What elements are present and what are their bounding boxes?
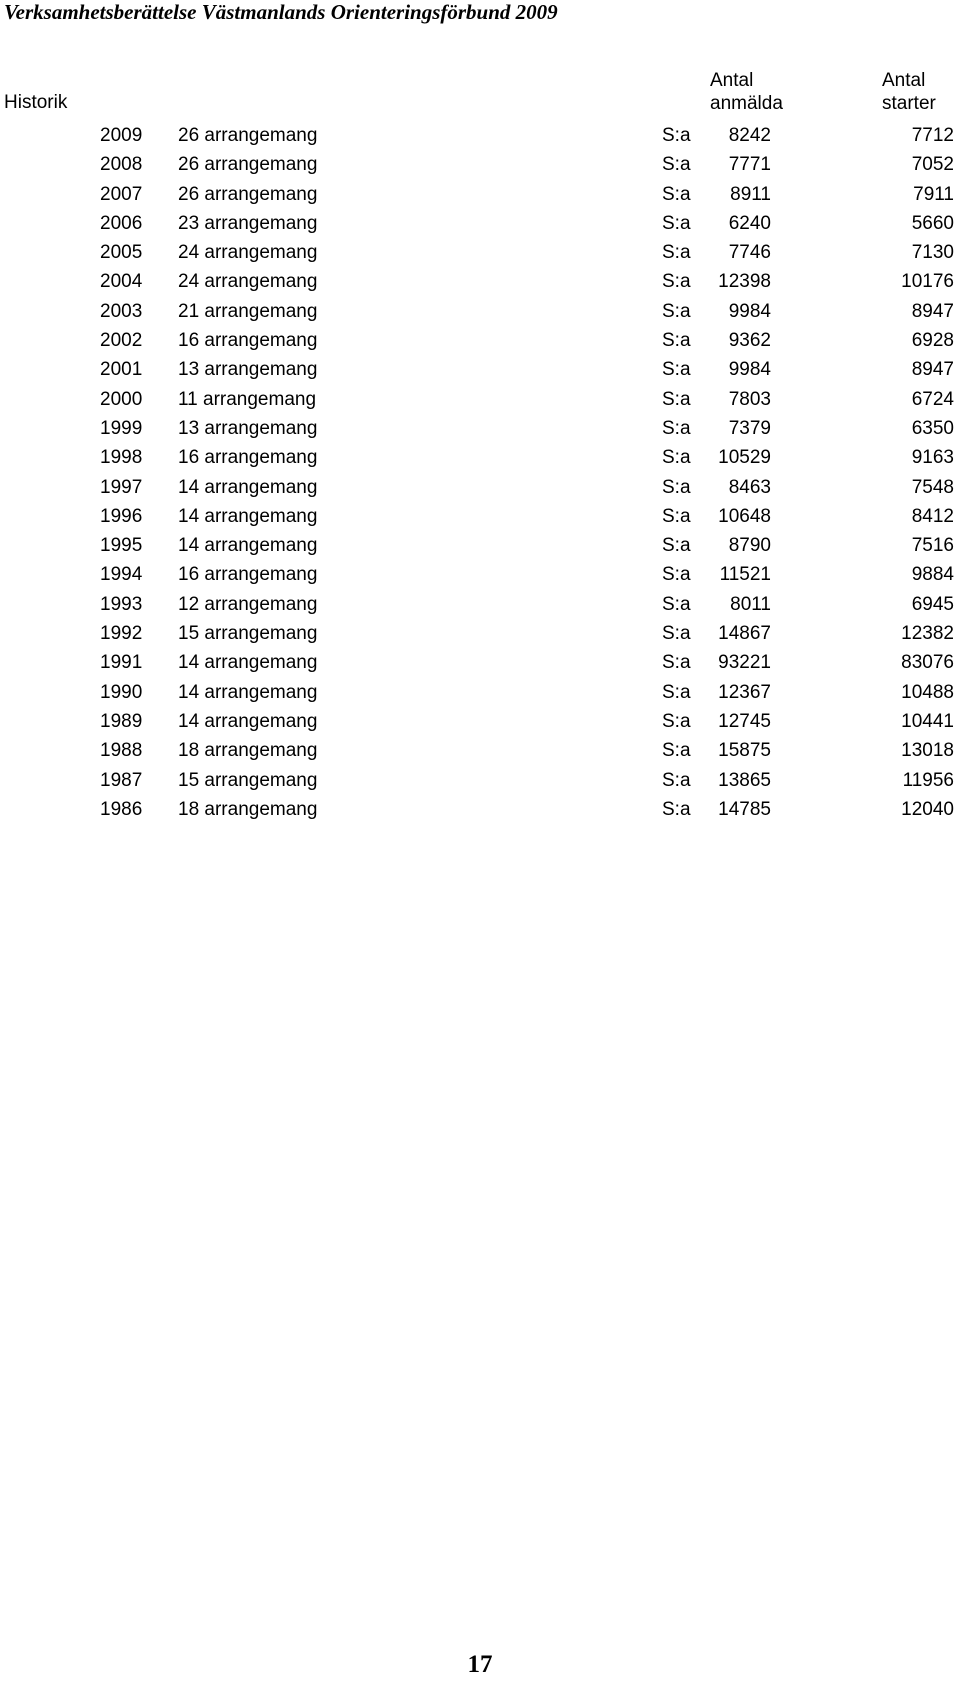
year-cell: 1991 [100,652,143,674]
starter-cell: 6350 [911,417,954,439]
column-header-anmalda-line2: anmälda [710,93,783,114]
events-cell: 14 arrangemang [178,476,318,498]
anmalda-cell: 7771 [728,154,771,176]
column-header-starter [882,69,960,115]
starter-cell: 7130 [911,242,954,264]
table-row [0,619,960,648]
table-row [0,560,960,589]
table-row [0,297,960,326]
starter-cell: 8947 [911,300,954,322]
table-row [0,209,960,238]
year-cell: 2004 [100,271,143,293]
column-header-anmalda-line1: Antal [710,70,754,91]
anmalda-cell: 7746 [728,242,771,264]
anmalda-cell: 12367 [718,681,771,703]
sum-label-cell: S:a [662,417,691,439]
column-header-starter-line1: Antal [882,70,926,91]
table-row [0,795,960,824]
events-cell: 13 arrangemang [178,417,318,439]
starter-cell: 6724 [911,388,954,410]
year-cell: 1990 [100,681,143,703]
sum-label-cell: S:a [662,710,691,732]
sum-label-cell: S:a [662,154,691,176]
table-row [0,385,960,414]
sum-label-cell: S:a [662,359,691,381]
year-cell: 2002 [100,330,143,352]
anmalda-cell: 8011 [730,593,771,615]
events-cell: 11 arrangemang [178,388,317,410]
anmalda-cell: 9984 [728,359,771,381]
table-row [0,443,960,472]
table-row [0,414,960,443]
events-cell: 16 arrangemang [178,330,318,352]
year-cell: 2001 [100,359,143,381]
events-cell: 16 arrangemang [178,564,318,586]
sum-label-cell: S:a [662,212,691,234]
events-cell: 24 arrangemang [178,242,318,264]
starter-cell: 7516 [911,535,954,557]
starter-cell: 9884 [911,564,954,586]
events-cell: 15 arrangemang [178,769,318,791]
sum-label-cell: S:a [662,242,691,264]
starter-cell: 12040 [901,798,954,820]
column-header-anmalda [710,69,810,115]
anmalda-cell: 8790 [728,535,771,557]
events-cell: 24 arrangemang [178,271,318,293]
starter-cell: 7911 [913,183,954,205]
anmalda-cell: 14867 [718,623,771,645]
year-cell: 1988 [100,740,143,762]
starter-cell: 13018 [901,740,954,762]
events-cell: 12 arrangemang [178,593,318,615]
anmalda-cell: 10648 [718,505,771,527]
starter-cell: 10176 [901,271,954,293]
events-cell: 16 arrangemang [178,447,318,469]
anmalda-cell: 10529 [718,447,771,469]
document-title: Verksamhetsberättelse Västmanlands Orienteringsförbund 2009 [4,0,558,24]
anmalda-cell: 14785 [718,798,771,820]
table-row [0,267,960,296]
table-row [0,707,960,736]
anmalda-cell: 11521 [719,564,771,586]
events-cell: 14 arrangemang [178,681,318,703]
events-cell: 26 arrangemang [178,183,318,205]
table-row [0,326,960,355]
table-row [0,180,960,209]
table-row [0,473,960,502]
events-cell: 13 arrangemang [178,359,318,381]
table-row [0,150,960,179]
sum-label-cell: S:a [662,476,691,498]
sum-label-cell: S:a [662,505,691,527]
anmalda-cell: 93221 [718,652,771,674]
starter-cell: 6928 [911,330,954,352]
year-cell: 1986 [100,798,143,820]
table-row [0,355,960,384]
events-cell: 26 arrangemang [178,154,318,176]
sum-label-cell: S:a [662,183,691,205]
anmalda-cell: 7803 [728,388,771,410]
anmalda-cell: 13865 [718,769,771,791]
year-cell: 2003 [100,300,143,322]
starter-cell: 6945 [911,593,954,615]
column-header-starter-line2: starter [882,93,936,114]
anmalda-cell: 15875 [718,740,771,762]
events-cell: 21 arrangemang [178,300,318,322]
starter-cell: 83076 [901,652,954,674]
anmalda-cell: 12398 [718,271,771,293]
events-cell: 18 arrangemang [178,740,318,762]
events-cell: 14 arrangemang [178,710,318,732]
sum-label-cell: S:a [662,564,691,586]
anmalda-cell: 7379 [728,417,771,439]
anmalda-cell: 8911 [730,183,771,205]
table-row [0,648,960,677]
starter-cell: 8947 [911,359,954,381]
starter-cell: 10488 [901,681,954,703]
sum-label-cell: S:a [662,271,691,293]
sum-label-cell: S:a [662,535,691,557]
year-cell: 1992 [100,623,143,645]
year-cell: 1987 [100,769,143,791]
year-cell: 2005 [100,242,143,264]
year-cell: 2000 [100,388,143,410]
year-cell: 2006 [100,212,143,234]
starter-cell: 10441 [901,710,954,732]
year-cell: 1998 [100,447,143,469]
year-cell: 1989 [100,710,143,732]
year-cell: 1996 [100,505,143,527]
events-cell: 26 arrangemang [178,125,318,146]
events-cell: 18 arrangemang [178,798,318,820]
starter-cell: 7712 [911,125,954,146]
history-table [0,121,960,824]
starter-cell: 9163 [911,447,954,469]
year-cell: 1995 [100,535,143,557]
year-cell: 2008 [100,154,143,176]
sum-label-cell: S:a [662,798,691,820]
year-cell: 1997 [100,476,143,498]
events-cell: 23 arrangemang [178,212,318,234]
events-cell: 14 arrangemang [178,535,318,557]
table-row [0,736,960,765]
starter-cell: 7548 [911,476,954,498]
page-number: 17 [467,1651,493,1678]
sum-label-cell: S:a [662,388,691,410]
anmalda-cell: 6240 [728,212,771,234]
events-cell: 14 arrangemang [178,505,318,527]
table-row [0,678,960,707]
sum-label-cell: S:a [662,125,691,146]
sum-label-cell: S:a [662,681,691,703]
events-cell: 15 arrangemang [178,623,318,645]
sum-label-cell: S:a [662,447,691,469]
year-cell: 1999 [100,417,143,439]
starter-cell: 11956 [902,769,954,791]
anmalda-cell: 8242 [728,125,771,146]
year-cell: 2009 [100,125,143,146]
year-cell: 2007 [100,183,143,205]
table-row [0,766,960,795]
sum-label-cell: S:a [662,330,691,352]
table-row [0,238,960,267]
sum-label-cell: S:a [662,740,691,762]
anmalda-cell: 9984 [728,300,771,322]
table-row [0,531,960,560]
table-row [0,590,960,619]
year-cell: 1994 [100,564,143,586]
year-cell: 1993 [100,593,143,615]
table-row [0,121,960,150]
sum-label-cell: S:a [662,300,691,322]
anmalda-cell: 9362 [728,330,771,352]
sum-label-cell: S:a [662,769,691,791]
sum-label-cell: S:a [662,652,691,674]
starter-cell: 8412 [911,505,954,527]
section-label-historik: Historik [4,92,68,113]
events-cell: 14 arrangemang [178,652,318,674]
starter-cell: 5660 [911,212,954,234]
starter-cell: 12382 [901,623,954,645]
anmalda-cell: 8463 [728,476,771,498]
starter-cell: 7052 [911,154,954,176]
anmalda-cell: 12745 [718,710,771,732]
table-row [0,502,960,531]
sum-label-cell: S:a [662,623,691,645]
sum-label-cell: S:a [662,593,691,615]
